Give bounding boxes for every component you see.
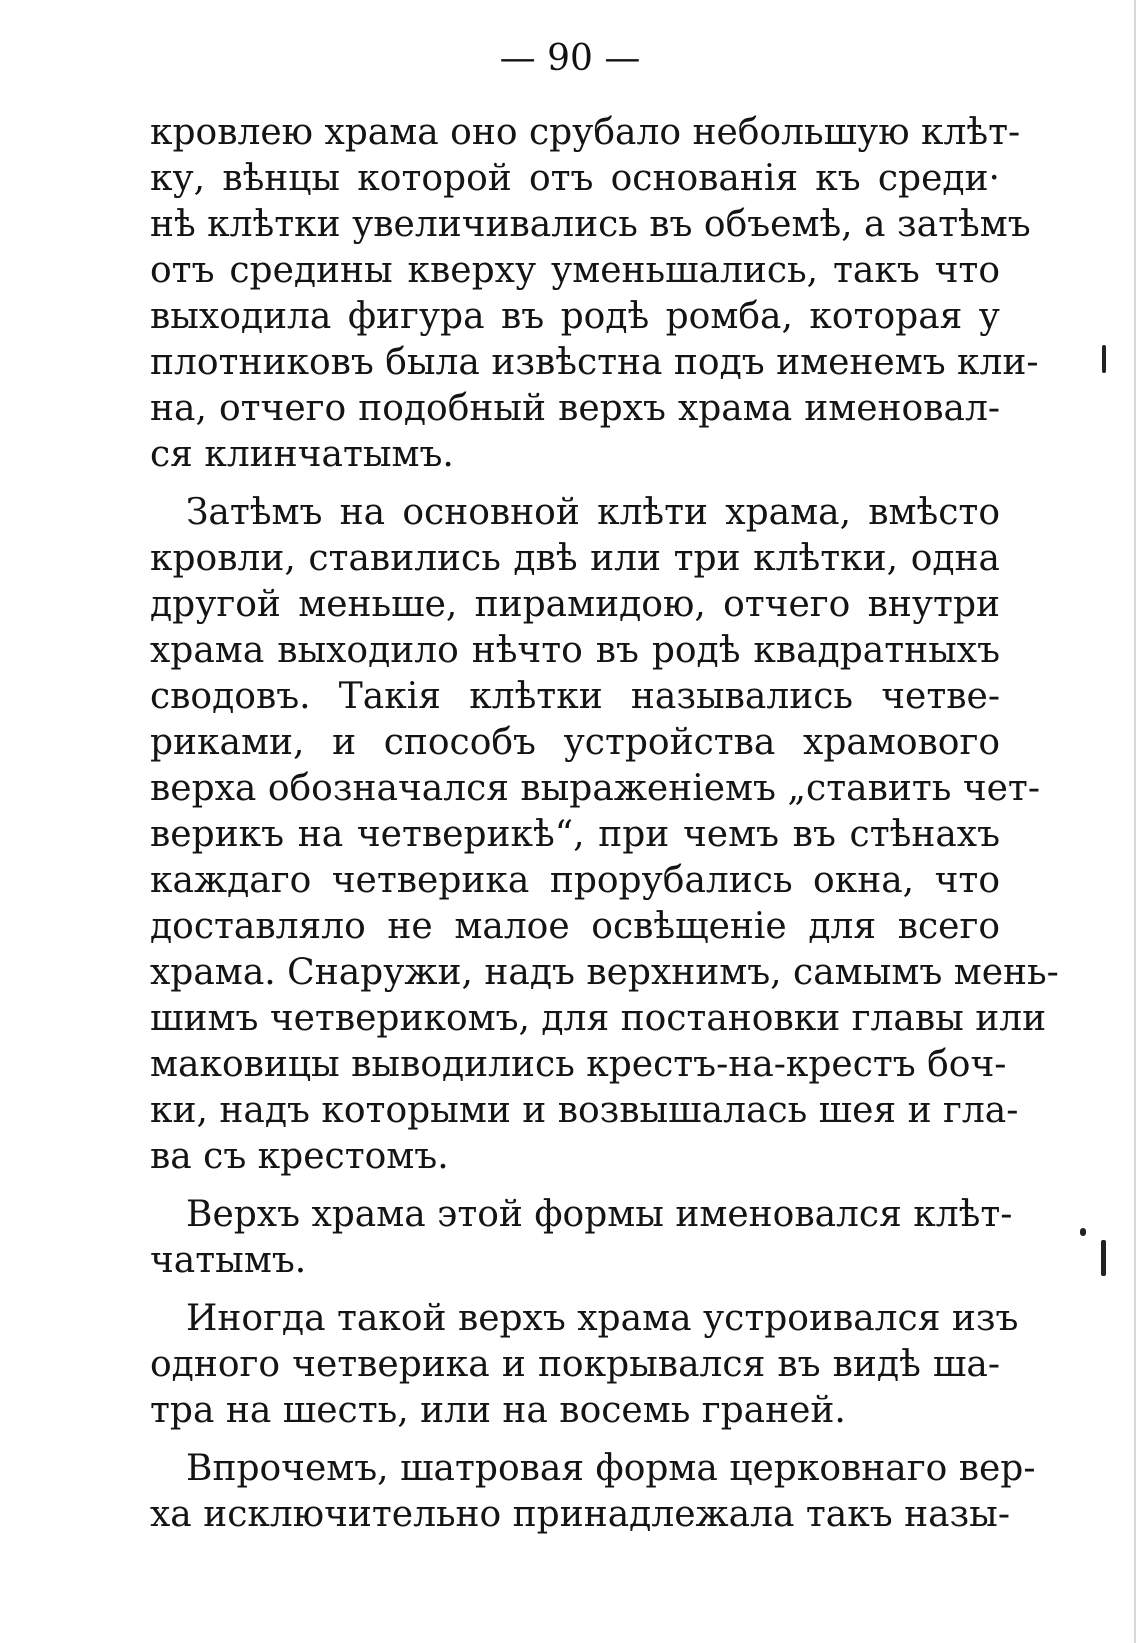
text-line: маковицы выводились крестъ-на-крестъ боч- [150,1044,1007,1085]
body-text [150,110,1059,1538]
text-line: доставляло не малое освѣщеніе для всего [150,906,1000,947]
text-line: кровлею храма оно срубало небольшую клѣт- [150,112,1021,153]
text-line: чатымъ. [150,1240,307,1281]
text-line: ся клинчатымъ. [150,434,454,475]
text-line: ха исключительно принадлежала такъ назы- [150,1494,1010,1535]
text-line: ва съ крестомъ. [150,1136,449,1177]
text-line: шимъ четверикомъ, для постановки главы или [150,998,1047,1039]
margin-mark [1102,345,1106,373]
page-number: — 90 — [499,38,641,79]
text-line: риками, и способъ устройства храмового [150,722,1000,763]
text-line: выходила фигура въ родѣ ромба, которая у [150,296,1000,337]
text-line: сводовъ. Такія клѣтки назывались четве- [150,676,1000,717]
text-line: одного четверика и покрывался въ видѣ ша- [150,1344,1000,1385]
text-line: верха обозначался выраженіемъ „ставить чет- [150,768,1040,809]
text-line: нѣ клѣтки увеличивались въ объемѣ, а затѣмъ [150,204,1031,245]
text-line: каждаго четверика прорубались окна, что [150,860,1000,901]
text-line: Впрочемъ, шатровая форма церковнаго вер- [186,1448,1036,1489]
text-line: отъ средины кверху уменьшались, такъ что [150,250,1000,291]
text-line: Затѣмъ на основной клѣти храма, вмѣсто [186,492,1000,533]
margin-mark [1101,1240,1106,1276]
page-binding-edge [1134,0,1136,1643]
text-line: на, отчего подобный верхъ храма именовал- [150,388,1000,429]
text-line: Иногда такой верхъ храма устроивался изъ [186,1298,1019,1339]
text-line: кровли, ставились двѣ или три клѣтки, одна [150,538,1000,579]
text-line: ки, надъ которыми и возвышалась шея и гла- [150,1090,1019,1131]
text-line: ку, вѣнцы которой отъ основанія къ среди· [150,158,1000,199]
text-line: другой меньше, пирамидою, отчего внутри [150,584,1000,625]
text-line: Верхъ храма этой формы именовался клѣт- [186,1194,1013,1235]
margin-dot [1080,1228,1086,1236]
text-line: плотниковъ была извѣстна подъ именемъ кли- [150,342,1039,383]
text-line: храма выходило нѣчто въ родѣ квадратныхъ [150,630,1000,671]
text-line: верикъ на четверикѣ“, при чемъ въ стѣнахъ [150,814,1000,855]
text-line: храма. Снаружи, надъ верхнимъ, самымъ мень- [150,952,1059,993]
text-line: тра на шесть, или на восемь граней. [150,1390,846,1431]
